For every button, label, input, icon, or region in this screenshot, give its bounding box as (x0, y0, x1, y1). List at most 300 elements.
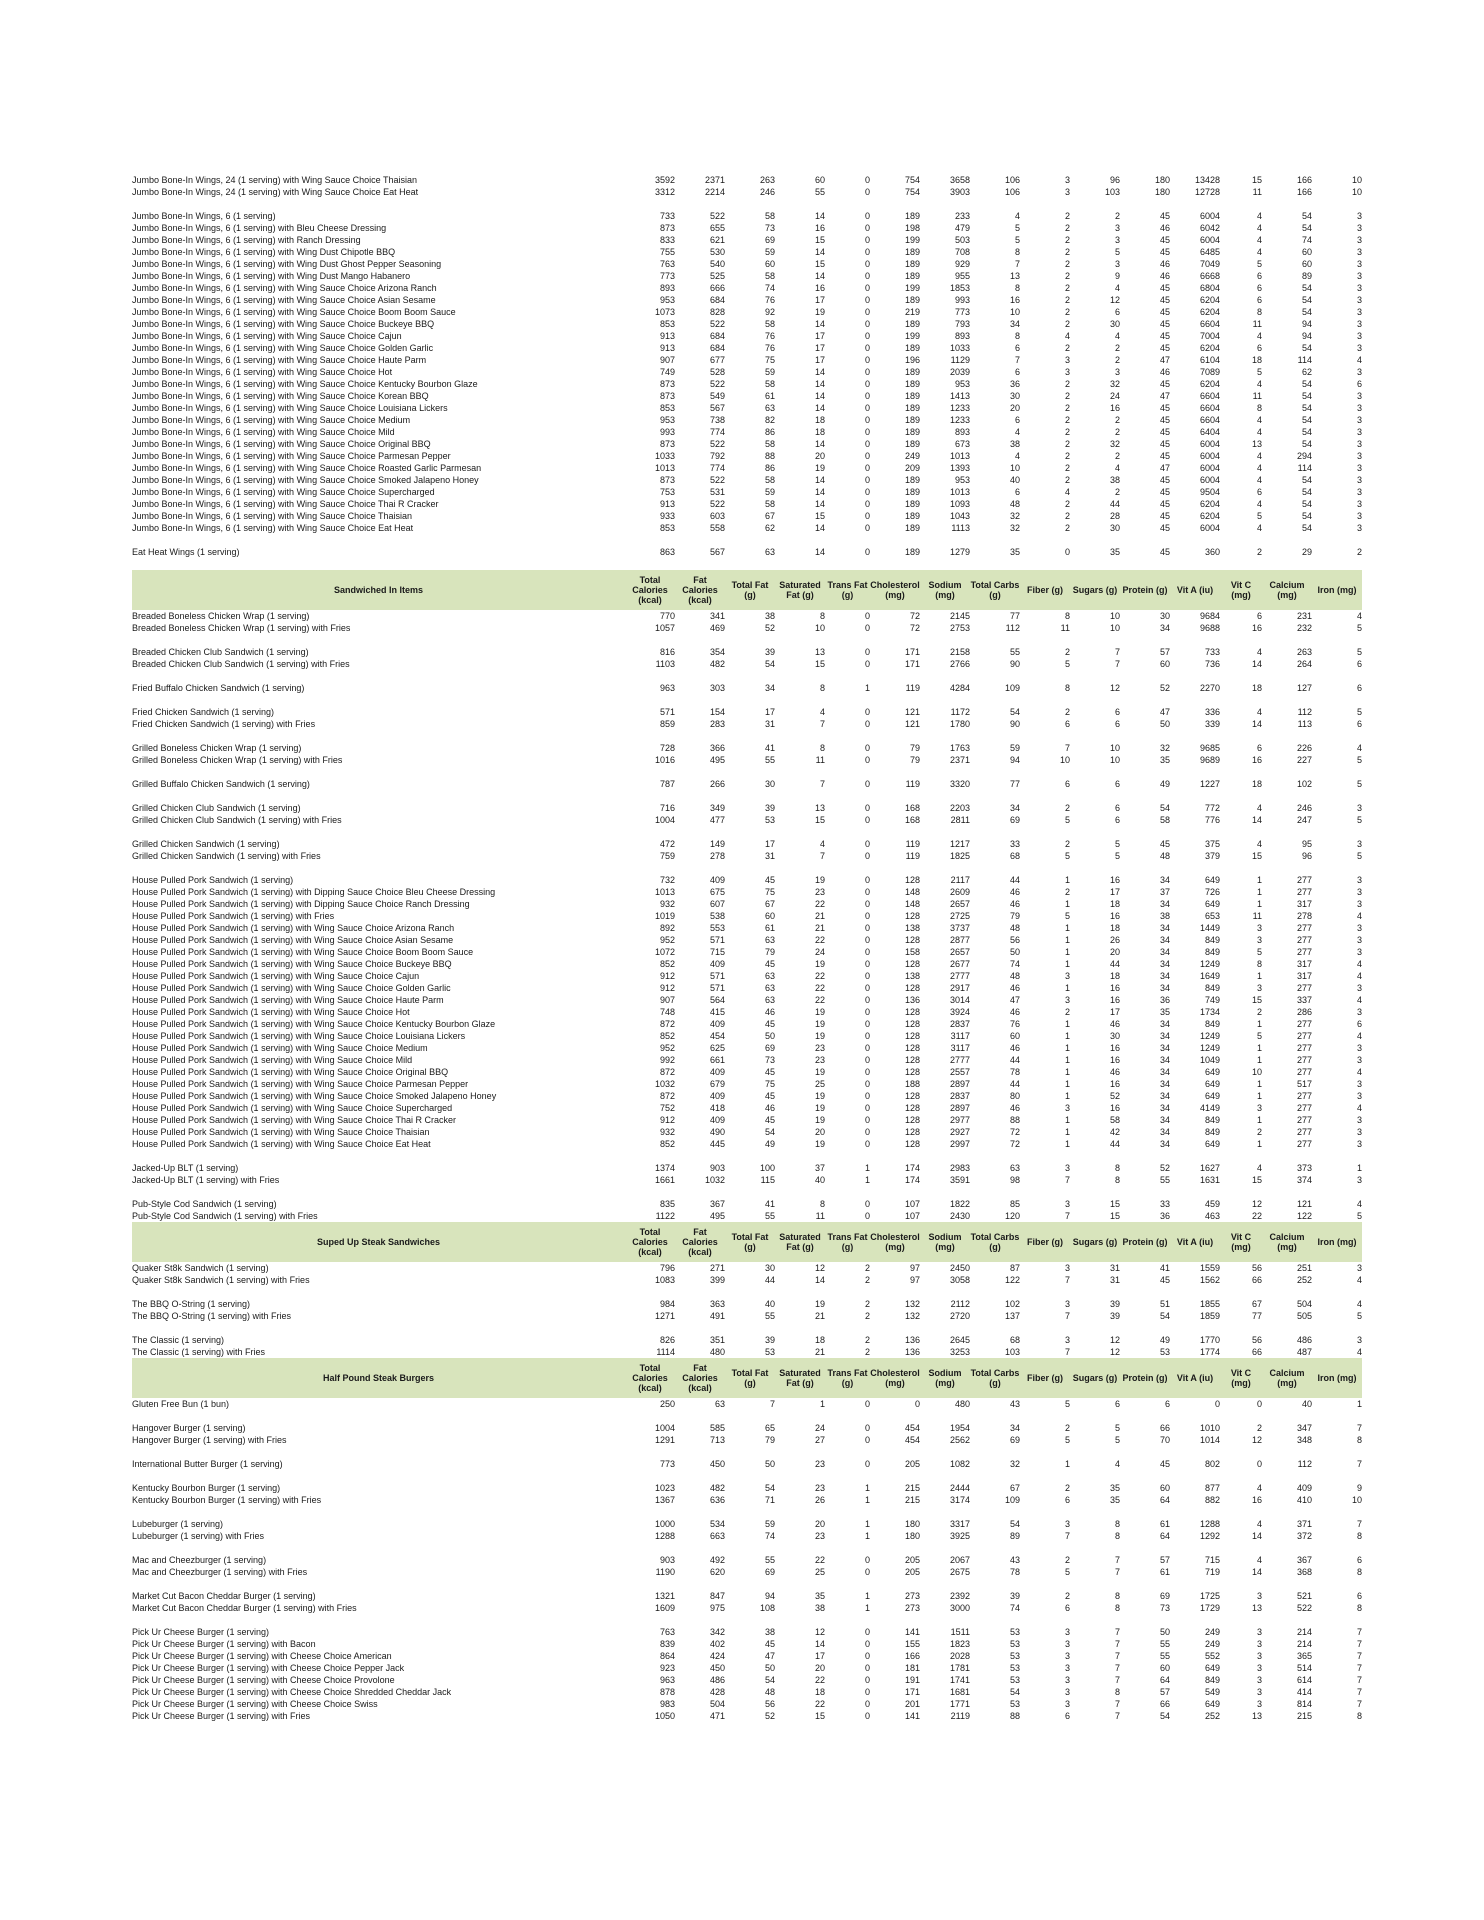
nutrient-value: 106 (1004, 187, 1020, 197)
nutrient-value: 114 (1297, 355, 1312, 365)
nutrient-value: 189 (904, 523, 920, 533)
nutrient-value: 4 (1356, 355, 1362, 365)
nutrient-value: 6004 (1199, 235, 1220, 245)
nutrient-value: 54 (1301, 511, 1312, 521)
spacer-row (132, 1542, 1362, 1554)
nutrient-value: 22 (814, 983, 825, 993)
nutrient-value: 60 (1159, 1663, 1170, 1673)
nutrient-value: 3925 (949, 1531, 970, 1541)
column-header: Vit C (mg) (1220, 1358, 1262, 1398)
nutrient-value: 249 (1204, 1627, 1220, 1637)
nutrient-value: 58 (764, 439, 775, 449)
nutrient-value: 1013 (949, 487, 970, 497)
nutrient-value: 136 (904, 995, 920, 1005)
item-name: Jumbo Bone-In Wings, 6 (1 serving) with Wing Dust Mango Habanero (132, 271, 411, 281)
nutrient-value: 73 (764, 1055, 775, 1065)
nutrient-value: 5 (1114, 839, 1120, 849)
nutrient-value: 6104 (1199, 355, 1220, 365)
nutrient-value: 1 (1256, 971, 1262, 981)
nutrient-value: 60 (1301, 247, 1312, 257)
nutrient-value: 54 (1159, 1311, 1170, 1321)
nutrient-value: 4 (1356, 959, 1362, 969)
nutrient-value: 738 (709, 415, 725, 425)
nutrient-value: 3117 (950, 1043, 970, 1053)
nutrient-value: 2 (1064, 475, 1070, 485)
nutrient-value: 45 (1159, 1459, 1170, 1469)
column-header: Vit A (iu) (1170, 1358, 1220, 1398)
nutrient-value: 872 (659, 1019, 675, 1029)
nutrient-value: 833 (659, 235, 675, 245)
nutrient-value: 30 (764, 1263, 775, 1273)
nutrient-value: 558 (709, 523, 725, 533)
nutrient-value: 17 (814, 295, 825, 305)
nutrient-value: 44 (1009, 875, 1020, 885)
spacer-row (132, 766, 1362, 778)
nutrient-value: 45 (764, 1639, 775, 1649)
nutrient-value: 2 (1064, 283, 1070, 293)
nutrient-value: 0 (864, 211, 870, 221)
spacer-row (132, 826, 1362, 838)
item-name: House Pulled Pork Sandwich (1 serving) with Wing Sauce Choice Kentucky Bourbon Glaze (132, 1019, 496, 1029)
nutrient-value: 3 (1356, 439, 1362, 449)
nutrient-value: 1 (1064, 1139, 1070, 1149)
nutrient-value: 79 (764, 947, 775, 957)
nutrient-value: 5 (1064, 1399, 1070, 1409)
nutrient-value: 8 (819, 683, 825, 693)
nutrient-value: 6004 (1199, 463, 1220, 473)
nutrient-value: 48 (1009, 923, 1020, 933)
nutrient-value: 19 (814, 1091, 825, 1101)
nutrient-value: 15 (1109, 1211, 1120, 1221)
nutrient-value: 8 (1256, 307, 1262, 317)
nutrient-value: 649 (1204, 1091, 1220, 1101)
nutrient-value: 18 (1109, 923, 1120, 933)
nutrient-value: 5 (1256, 259, 1262, 269)
nutrient-value: 0 (864, 367, 870, 377)
nutrient-value: 271 (709, 1263, 725, 1273)
table-row (132, 922, 1362, 934)
nutrient-value: 0 (864, 1127, 870, 1137)
nutrient-value: 11 (815, 755, 825, 765)
nutrient-value: 30 (1109, 523, 1120, 533)
spacer-cell (132, 1542, 1362, 1554)
nutrient-value: 538 (709, 911, 725, 921)
nutrient-value: 19 (814, 1007, 825, 1017)
nutrient-value: 45 (1159, 403, 1170, 413)
nutrient-value: 97 (909, 1263, 920, 1273)
column-header: Fiber (g) (1020, 1222, 1070, 1262)
nutrient-value: 774 (709, 463, 725, 473)
nutrient-value: 214 (1296, 1627, 1312, 1637)
item-name: Jacked-Up BLT (1 serving) with Fries (132, 1175, 280, 1185)
nutrient-value: 852 (659, 1139, 675, 1149)
nutrient-value: 20 (1009, 403, 1020, 413)
nutrient-value: 45 (1159, 379, 1170, 389)
nutrient-value: 45 (1159, 247, 1170, 257)
nutrient-value: 1 (1256, 1055, 1262, 1065)
item-name: Fried Buffalo Chicken Sandwich (1 serving) (132, 683, 305, 693)
nutrient-value: 525 (709, 271, 725, 281)
nutrient-value: 1023 (654, 1483, 675, 1493)
nutrient-value: 1321 (654, 1591, 675, 1601)
nutrient-value: 3 (1064, 187, 1070, 197)
nutrient-value: 278 (709, 851, 725, 861)
nutrient-value: 13 (814, 803, 825, 813)
nutrient-value: 23 (814, 887, 825, 897)
nutrient-value: 0 (864, 511, 870, 521)
column-header: Total Calories (kcal) (625, 1358, 675, 1398)
nutrient-value: 7 (1064, 743, 1070, 753)
nutrient-value: 6 (1064, 719, 1070, 729)
spacer-cell (132, 1578, 1362, 1590)
table-row (132, 330, 1362, 342)
nutrient-value: 49 (764, 1139, 775, 1149)
spacer-row (132, 1470, 1362, 1482)
nutrient-value: 21 (814, 923, 825, 933)
table-row (132, 1066, 1362, 1078)
nutrient-value: 4 (1356, 971, 1362, 981)
nutrient-value: 36 (1009, 379, 1020, 389)
table-row (132, 1334, 1362, 1346)
nutrient-value: 196 (904, 355, 920, 365)
nutrient-value: 34 (1159, 1043, 1170, 1053)
nutrient-value: 3058 (949, 1275, 970, 1285)
nutrient-value: 75 (764, 355, 775, 365)
column-header: Trans Fat (g) (825, 570, 870, 610)
nutrient-value: 188 (904, 1079, 920, 1089)
nutrient-value: 89 (1009, 1531, 1020, 1541)
nutrient-value: 113 (1297, 719, 1312, 729)
nutrient-value: 54 (1159, 1711, 1170, 1721)
nutrient-value: 46 (1009, 983, 1020, 993)
nutrient-value: 82 (764, 415, 775, 425)
nutrient-value: 10 (814, 623, 825, 633)
nutrient-value: 189 (904, 343, 920, 353)
nutrient-value: 119 (905, 683, 920, 693)
nutrient-value: 2562 (949, 1435, 970, 1445)
nutrient-value: 6 (1114, 815, 1120, 825)
nutrient-value: 10 (1351, 1495, 1362, 1505)
nutrient-value: 8 (1064, 683, 1070, 693)
table-row (132, 994, 1362, 1006)
nutrient-value: 4149 (1199, 1103, 1220, 1113)
nutrient-value: 6 (1114, 1399, 1120, 1409)
table-row (132, 1638, 1362, 1650)
nutrient-value: 5 (1014, 223, 1020, 233)
nutrient-value: 1 (1256, 1091, 1262, 1101)
nutrient-value: 1233 (949, 403, 970, 413)
nutrient-value: 14 (814, 247, 825, 257)
nutrient-value: 43 (1009, 1555, 1020, 1565)
nutrient-value: 531 (709, 487, 725, 497)
nutrient-value: 16 (1109, 911, 1120, 921)
nutrient-value: 375 (1204, 839, 1220, 849)
nutrient-value: 2 (1114, 415, 1120, 425)
nutrient-value: 482 (709, 659, 725, 669)
nutrient-value: 34 (1159, 1055, 1170, 1065)
nutrient-value: 1 (1064, 923, 1070, 933)
nutrient-value: 859 (659, 719, 675, 729)
nutrient-value: 45 (764, 1091, 775, 1101)
nutrient-value: 54 (764, 659, 775, 669)
nutrient-value: 3 (1356, 899, 1362, 909)
nutrient-value: 138 (904, 923, 920, 933)
item-name: Jumbo Bone-In Wings, 6 (1 serving) with Bleu Cheese Dressing (132, 223, 387, 233)
nutrient-value: 5 (1114, 851, 1120, 861)
item-name: House Pulled Pork Sandwich (1 serving) with Dipping Sauce Choice Ranch Dressing (132, 899, 470, 909)
nutrient-value: 189 (904, 259, 920, 269)
nutrient-value: 4 (1114, 331, 1120, 341)
nutrient-value: 6004 (1199, 439, 1220, 449)
nutrient-value: 246 (759, 187, 775, 197)
nutrient-value: 849 (1204, 935, 1220, 945)
nutrient-value: 3 (1256, 923, 1262, 933)
nutrient-value: 53 (764, 815, 775, 825)
nutrient-value: 1 (1256, 1043, 1262, 1053)
nutrient-value: 3 (1356, 391, 1362, 401)
nutrient-value: 3 (1356, 223, 1362, 233)
nutrient-value: 1 (1064, 1127, 1070, 1137)
nutrient-value: 277 (1296, 1091, 1312, 1101)
nutrient-value: 45 (764, 1067, 775, 1077)
nutrient-value: 3 (1064, 1263, 1070, 1273)
nutrient-value: 30 (1159, 611, 1170, 621)
nutrient-value: 6204 (1199, 295, 1220, 305)
nutrient-value: 487 (1296, 1347, 1312, 1357)
item-name: The BBQ O-String (1 serving) (132, 1299, 251, 1309)
nutrient-value: 0 (864, 1435, 870, 1445)
nutrient-value: 955 (954, 271, 970, 281)
nutrient-value: 454 (904, 1435, 920, 1445)
nutrient-value: 72 (909, 623, 920, 633)
table-row (132, 658, 1362, 670)
nutrient-value: 64 (1159, 1675, 1170, 1685)
nutrient-value: 189 (904, 439, 920, 449)
nutrient-value: 3 (1064, 1651, 1070, 1661)
nutrient-value: 2430 (949, 1211, 970, 1221)
nutrient-value: 603 (709, 511, 725, 521)
nutrient-value: 22 (814, 1675, 825, 1685)
nutrient-value: 121 (904, 707, 920, 717)
nutrient-value: 40 (1301, 1399, 1312, 1409)
nutrient-value: 6 (1356, 1555, 1362, 1565)
nutrient-value: 1771 (949, 1699, 970, 1709)
nutrient-value: 4 (1256, 523, 1262, 533)
nutrient-value: 1631 (1199, 1175, 1220, 1185)
nutrient-value: 6485 (1199, 247, 1220, 257)
nutrient-value: 90 (1009, 659, 1020, 669)
nutrient-value: 121 (904, 719, 920, 729)
nutrient-value: 54 (1301, 283, 1312, 293)
item-name: Pick Ur Cheese Burger (1 serving) with Cheese Choice Swiss (132, 1699, 378, 1709)
nutrient-value: 773 (659, 1459, 675, 1469)
nutrient-value: 522 (709, 475, 725, 485)
nutrient-value: 6 (1356, 683, 1362, 693)
item-name: House Pulled Pork Sandwich (1 serving) with Wing Sauce Choice Arizona Ranch (132, 923, 455, 933)
nutrient-value: 277 (1296, 875, 1312, 885)
nutrient-value: 2777 (949, 1055, 970, 1065)
nutrient-value: 774 (709, 427, 725, 437)
nutrient-value: 3 (1064, 1687, 1070, 1697)
nutrient-value: 96 (1301, 851, 1312, 861)
table-row (132, 958, 1362, 970)
nutrient-value: 7 (1114, 1711, 1120, 1721)
nutrient-value: 3 (1256, 1639, 1262, 1649)
nutrient-value: 1049 (1199, 1055, 1220, 1065)
nutrient-value: 454 (709, 1031, 725, 1041)
nutrient-value: 88 (764, 451, 775, 461)
nutrient-value: 733 (659, 211, 675, 221)
nutrient-value: 13 (1251, 439, 1262, 449)
table-row (132, 874, 1362, 886)
nutrient-value: 1853 (949, 283, 970, 293)
nutrient-value: 337 (1296, 995, 1312, 1005)
nutrient-value: 10 (1009, 463, 1020, 473)
nutrient-value: 35 (1159, 1007, 1170, 1017)
nutrient-value: 137 (1004, 1311, 1020, 1321)
item-name: Grilled Chicken Club Sandwich (1 serving) (132, 803, 301, 813)
item-name: Grilled Boneless Chicken Wrap (1 serving) with Fries (132, 755, 343, 765)
nutrient-value: 136 (904, 1335, 920, 1345)
nutrient-value: 36 (1159, 1211, 1170, 1221)
item-name: House Pulled Pork Sandwich (1 serving) with Wing Sauce Choice Asian Sesame (132, 935, 454, 945)
nutrient-value: 336 (1204, 707, 1220, 717)
nutrient-value: 773 (659, 271, 675, 281)
nutrient-value: 69 (1009, 1435, 1020, 1445)
nutrient-value: 5 (1114, 1435, 1120, 1445)
nutrient-value: 80 (1009, 1091, 1020, 1101)
nutrient-value: 63 (764, 971, 775, 981)
nutrient-value: 76 (764, 295, 775, 305)
nutrient-value: 5 (1356, 815, 1362, 825)
nutrient-value: 1249 (1199, 1043, 1220, 1053)
nutrient-value: 2145 (949, 611, 970, 621)
nutrient-value: 2 (1114, 343, 1120, 353)
nutrient-value: 57 (1159, 1555, 1170, 1565)
nutrient-value: 2 (1064, 499, 1070, 509)
column-header: Sugars (g) (1070, 1358, 1120, 1398)
nutrient-value: 14 (814, 475, 825, 485)
nutrient-value: 3317 (949, 1519, 970, 1529)
nutrient-value: 4 (1256, 1163, 1262, 1173)
nutrient-value: 50 (1009, 947, 1020, 957)
nutrient-value: 54 (1301, 403, 1312, 413)
nutrient-value: 4 (1014, 211, 1020, 221)
nutrient-value: 199 (904, 283, 920, 293)
nutrient-value: 4 (1256, 211, 1262, 221)
nutrient-value: 2 (1256, 1127, 1262, 1137)
nutrient-value: 46 (1159, 223, 1170, 233)
nutrient-value: 35 (1109, 547, 1120, 557)
spacer-row (132, 1614, 1362, 1626)
nutrient-value: 1 (864, 683, 870, 693)
nutrient-value: 3 (1356, 271, 1362, 281)
table-row (132, 1298, 1362, 1310)
column-header: Iron (mg) (1312, 570, 1362, 610)
nutrient-value: 45 (1159, 295, 1170, 305)
nutrient-value: 614 (1296, 1675, 1312, 1685)
table-row (132, 1422, 1362, 1434)
nutrient-value: 2997 (949, 1139, 970, 1149)
nutrient-value: 3320 (949, 779, 970, 789)
nutrient-value: 189 (904, 427, 920, 437)
nutrient-value: 8 (1114, 1531, 1120, 1541)
item-name: Jumbo Bone-In Wings, 6 (1 serving) with Wing Sauce Choice Eat Heat (132, 523, 414, 533)
nutrient-value: 8 (1114, 1519, 1120, 1529)
column-header: Total Carbs (g) (970, 570, 1020, 610)
nutrient-value: 1083 (654, 1275, 675, 1285)
nutrient-value: 3 (1256, 1699, 1262, 1709)
nutrient-value: 351 (709, 1335, 725, 1345)
nutrient-value: 953 (954, 475, 970, 485)
nutrient-value: 3 (1256, 935, 1262, 945)
nutrient-value: 3 (1064, 1675, 1070, 1685)
nutrient-value: 0 (864, 1055, 870, 1065)
nutrient-value: 71 (764, 1495, 775, 1505)
nutrient-value: 9689 (1199, 755, 1220, 765)
nutrient-value: 141 (904, 1711, 920, 1721)
nutrient-value: 0 (864, 971, 870, 981)
nutrient-value: 399 (709, 1275, 725, 1285)
nutrient-value: 621 (709, 235, 725, 245)
nutrient-value: 180 (1154, 175, 1170, 185)
nutrient-value: 3 (1114, 235, 1120, 245)
nutrient-value: 138 (904, 971, 920, 981)
nutrient-value: 3 (1356, 487, 1362, 497)
nutrient-value: 726 (1204, 887, 1220, 897)
nutrient-value: 2837 (949, 1091, 970, 1101)
item-name: House Pulled Pork Sandwich (1 serving) with Wing Sauce Choice Hot (132, 1007, 410, 1017)
nutrient-value: 5 (1064, 1435, 1070, 1445)
item-name: House Pulled Pork Sandwich (1 serving) with Wing Sauce Choice Cajun (132, 971, 420, 981)
column-header: Protein (g) (1120, 1358, 1170, 1398)
nutrient-value: 1114 (656, 1347, 675, 1357)
table-row (132, 210, 1362, 222)
nutrient-value: 45 (1159, 319, 1170, 329)
column-header: Iron (mg) (1312, 1222, 1362, 1262)
spacer-row (132, 198, 1362, 210)
item-name: Jumbo Bone-In Wings, 6 (1 serving) with Wing Sauce Choice Hot (132, 367, 393, 377)
nutrient-value: 2 (1064, 307, 1070, 317)
nutrient-value: 1859 (1199, 1311, 1220, 1321)
nutrient-value: 286 (1296, 1007, 1312, 1017)
table-row (132, 610, 1362, 622)
nutrient-value: 3 (1356, 283, 1362, 293)
nutrient-value: 88 (1009, 1711, 1020, 1721)
nutrient-value: 0 (864, 319, 870, 329)
nutrient-value: 752 (659, 1103, 675, 1113)
nutrient-value: 60 (814, 175, 825, 185)
nutrient-value: 39 (1009, 1591, 1020, 1601)
nutrient-value: 776 (1204, 815, 1220, 825)
table-row (132, 414, 1362, 426)
nutrient-value: 78 (1009, 1067, 1020, 1077)
nutrient-value: 2645 (949, 1335, 970, 1345)
nutrient-value: 3 (1356, 1335, 1362, 1345)
nutrient-value: 903 (659, 1555, 675, 1565)
nutrient-value: 0 (864, 1211, 870, 1221)
nutrient-value: 119 (905, 839, 920, 849)
nutrient-value: 2 (1064, 647, 1070, 657)
nutrient-value: 1 (1356, 1163, 1362, 1173)
column-header: Saturated Fat (g) (775, 570, 825, 610)
nutrient-value: 0 (864, 271, 870, 281)
item-name: Fried Chicken Sandwich (1 serving) (132, 707, 275, 717)
nutrient-value: 102 (1296, 779, 1312, 789)
nutrient-value: 41 (764, 1199, 775, 1209)
nutrient-value: 32 (1009, 1459, 1020, 1469)
nutrient-value: 127 (1296, 683, 1312, 693)
